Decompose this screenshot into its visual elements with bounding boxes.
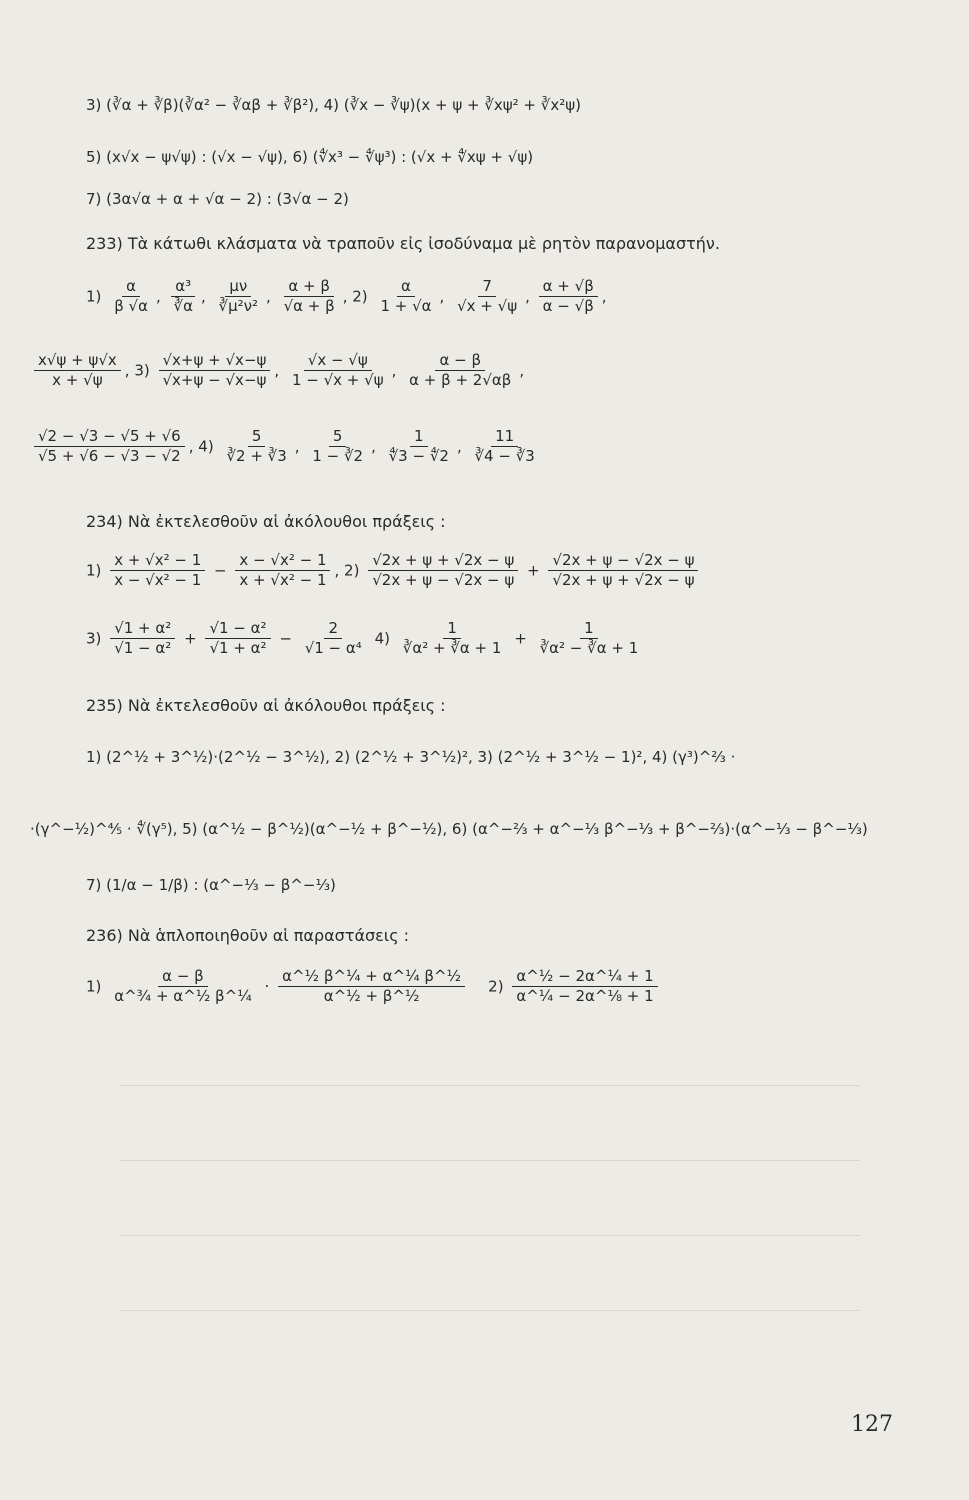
fraction: $\frac{11}{∛4 - ∛3}$ xyxy=(474,427,535,466)
exercise-235-line-2: ·(γ^−½)^⅘ · ∜(γ⁵), 5) (α^½ − β^½)(α^−½ + β^−½), 6) (α^−⅔ + α^−⅓ β^−⅓ + β^−⅔)·(α^−⅓ − β^−⅓) xyxy=(30,820,868,838)
fraction: $\frac{\alpha + \beta}{√\alpha + \beta}$ xyxy=(283,277,335,316)
fraction: $\frac{5}{1 - ∛2}$ xyxy=(312,427,364,466)
operator: + xyxy=(184,629,197,648)
exercise-232-line-2: 5) (x√x − ψ√ψ) : (√x − √ψ), 6) (∜x³ − ∜ψ³) : (√x + ∜xψ + √ψ) xyxy=(86,148,534,166)
fraction: $\frac{\text{x + √x² − 1}}{\text{x − √x² − 1}}$ xyxy=(110,552,205,590)
fraction: $\frac{1}{∜3 - ∜2}$ xyxy=(388,427,449,466)
item-label: 1) xyxy=(86,287,102,306)
exercise-234-heading: 234) Νὰ ἐκτελεσθοῦν αἱ ἀκόλουθοι πράξεις : xyxy=(86,512,446,531)
fraction: $\frac{5}{∛2 + ∛3}$ xyxy=(226,427,287,466)
item-label: 3) xyxy=(134,361,150,380)
operator: + xyxy=(514,629,527,648)
exercise-233-heading: 233) Τὰ κάτωθι κλάσματα νὰ τραποῦν εἰς ἰσοδύναμα μὲ ρητὸν παρανομαστήν. xyxy=(86,234,720,253)
fraction: $\frac{\alpha - \beta}{\alpha + \beta + 2√\alpha\beta}$ xyxy=(409,351,512,390)
exercise-234-row-2 xyxy=(86,620,646,658)
fraction: $\frac{\text{√1 + α²}}{\text{√1 − α²}}$ xyxy=(110,620,175,658)
operator: + xyxy=(527,561,540,580)
item-label: 4) xyxy=(374,629,390,648)
item-label: 1) xyxy=(86,977,102,996)
exercise-233-row-1: 1) $\frac{\alpha}{\beta √\alpha}$ , $\frac{\text{α³}}{∛\alpha}$ , $\frac{\mu\nu}{\text{∛μ²ν²}}$ , $\frac{\alpha + \beta}{√\alpha + \beta}$ , 2) $\frac{\alpha}{1 + √\alpha}$ , $\frac{7}{√x + √\psi}$ , $\frac{\alpha + √\beta}{\alpha - √\beta}$ , xyxy=(86,277,607,316)
item-label: 3) xyxy=(86,629,102,648)
exercise-234-row-1: 1) $\frac{\text{x + √x² − 1}}{\text{x − √x² − 1}}$ − $\frac{\text{x − √x² − 1}}{\text{x + √x² − 1}}$ , 2) $\frac{√2x + \psi + √2x - \psi}{√2x + \psi - √2x - \psi}$ + $\frac{√2x + \psi - √2x - \psi}{√2x + \psi + √2x - \psi}$ xyxy=(86,552,702,590)
fraction: $\frac{\alpha}{1 + √\alpha}$ xyxy=(380,277,432,316)
fraction: $\frac{\text{x − √x² − 1}}{\text{x + √x² − 1}}$ xyxy=(235,552,330,590)
fraction: $\frac{\text{√1 − α²}}{\text{√1 + α²}}$ xyxy=(205,620,270,658)
fraction: $\frac{1}{\text{∛α² − ∛α + 1}}$ xyxy=(539,619,639,658)
item-label: 2) xyxy=(488,977,504,996)
fraction: $\frac{√2 - √3 - √5 + √6}{√5 + √6 - √3 - √2}$ xyxy=(34,428,185,466)
bleed-through-line xyxy=(120,1235,860,1236)
exercise-236-heading: 236) Νὰ ἁπλοποιηθοῦν αἱ παραστάσεις : xyxy=(86,926,410,945)
fraction: $\frac{\alpha}{\beta √\alpha}$ xyxy=(114,277,148,316)
page-number: 127 xyxy=(851,1412,893,1437)
bleed-through-line xyxy=(120,1085,860,1086)
fraction: $\frac{\text{α\textasciicircum{}½ β\textasciicircum{}¼ + α\textasciicircum{}¼ β\textasciicircum{}½}}{\text{α\textasciicircum{}½ + β\textasciicircum{}½}}$ xyxy=(278,968,465,1006)
operator: − xyxy=(214,561,227,580)
fraction: $\frac{\alpha + √\beta}{\alpha - √\beta}$ xyxy=(539,278,598,316)
item-label: 2) xyxy=(344,561,360,580)
bleed-through-line xyxy=(120,1160,860,1161)
exercise-233-row-3: $\frac{√2 - √3 - √5 + √6}{√5 + √6 - √3 - √2}$ , 4) $\frac{5}{∛2 + ∛3}$ , $\frac{5}{1 - ∛2}$ , $\frac{1}{∜3 - ∜2}$ , $\frac{11}{∛4 - ∛3}$ xyxy=(30,428,543,466)
fraction: $\frac{\mu\nu}{\text{∛μ²ν²}}$ xyxy=(218,277,259,316)
fraction: $\frac{7}{√x + √\psi}$ xyxy=(457,277,518,316)
operator: · xyxy=(264,977,270,996)
exercise-235-line-1: 1) (2^½ + 3^½)·(2^½ − 3^½), 2) (2^½ + 3^½)², 3) (2^½ + 3^½ − 1)², 4) (γ³)^⅔ · xyxy=(86,748,736,766)
fraction: $\frac{\alpha - \beta}{\text{α\textasciicircum{}¾ + α\textasciicircum{}½ β\textasciicircum{}¼}}$ xyxy=(114,967,252,1006)
fraction: $\frac{x√\psi + \psi√x}{x + √\psi}$ xyxy=(34,352,121,390)
operator: − xyxy=(279,629,292,648)
exercise-236-row xyxy=(86,968,662,1006)
exercise-233-row-2: $\frac{x√\psi + \psi√x}{x + √\psi}$ , 3) $\frac{√x+\psi + √x-\psi}{√x+\psi - √x-\psi}$ , $\frac{√x - √\psi}{1 - √x + √\psi}$ , $\frac{\alpha - \beta}{\alpha + \beta + 2√\alpha\beta}$ , xyxy=(30,352,524,390)
fraction: $\frac{√x - √\psi}{1 - √x + √\psi}$ xyxy=(291,351,384,390)
item-label: 1) xyxy=(86,561,102,580)
bleed-through-line xyxy=(120,1310,860,1311)
fraction: $\frac{2}{\text{√1 − α⁴}}$ xyxy=(304,619,362,658)
item-label: 4) xyxy=(198,437,214,456)
exercise-235-heading: 235) Νὰ ἐκτελεσθοῦν αἱ ἀκόλουθοι πράξεις : xyxy=(86,696,446,715)
exercise-235-line-3: 7) (1/α − 1/β) : (α^−⅓ − β^−⅓) xyxy=(86,876,336,894)
fraction: $\frac{\text{α³}}{∛\alpha}$ xyxy=(170,278,197,316)
exercise-232-line-3: 7) (3α√α + α + √α − 2) : (3√α − 2) xyxy=(86,190,349,208)
fraction: $\frac{√2x + \psi - √2x - \psi}{√2x + \psi + √2x - \psi}$ xyxy=(548,552,698,590)
fraction: $\frac{1}{\text{∛α² + ∛α + 1}}$ xyxy=(402,619,502,658)
fraction: $\frac{\text{α\textasciicircum{}½ − 2α\textasciicircum{}¼ + 1}}{\text{α\textasciicircum{}¼ − 2α\textasciicircum{}⅛ + 1}}$ xyxy=(512,968,657,1006)
exercise-232-line-1: 3) (∛α + ∛β)(∛α² − ∛αβ + ∛β²), 4) (∛x − ∛ψ)(x + ψ + ∛xψ² + ∛x²ψ) xyxy=(86,96,581,114)
fraction: $\frac{√x+\psi + √x-\psi}{√x+\psi - √x-\psi}$ xyxy=(159,352,271,390)
fraction: $\frac{√2x + \psi + √2x - \psi}{√2x + \psi - √2x - \psi}$ xyxy=(368,552,518,590)
item-label: 2) xyxy=(352,287,368,306)
